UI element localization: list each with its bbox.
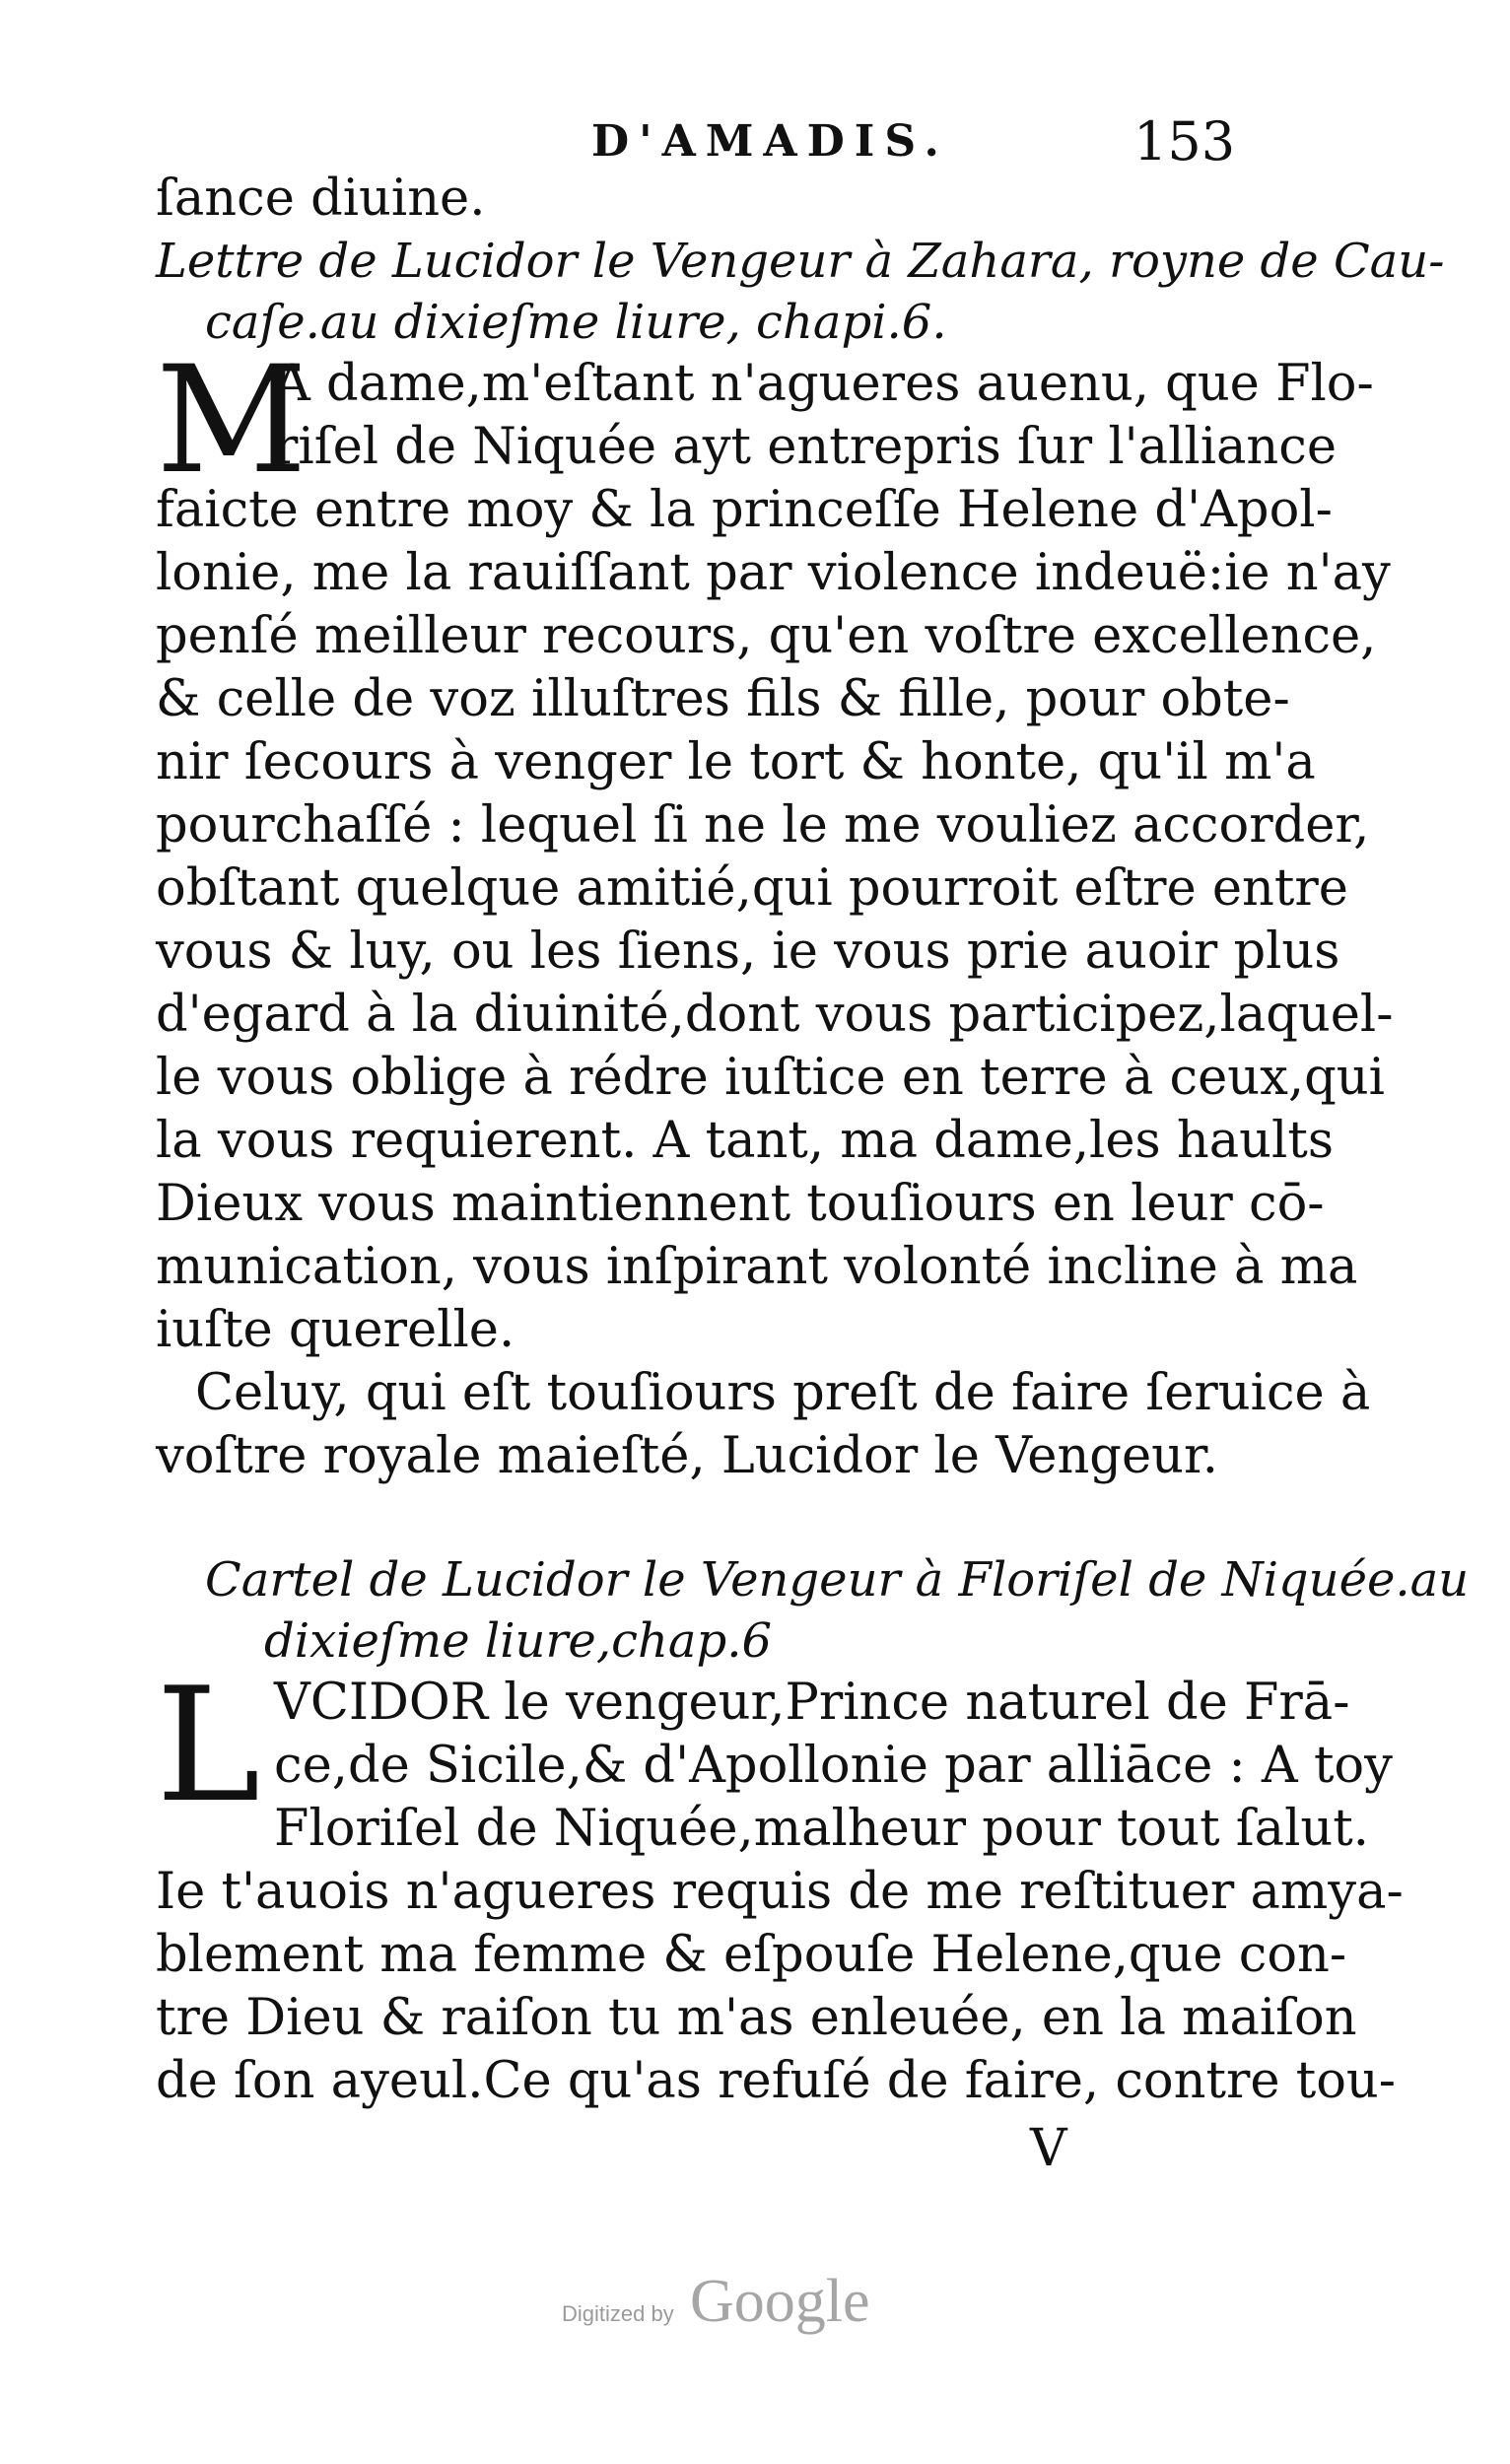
text-line: obſtant quelque amitié,qui pourroit eſtre entre: [156, 859, 1348, 918]
text-line: Ie t'auois n'agueres requis de me reſtituer amya-: [156, 1863, 1404, 1921]
text-line: & celle de voz illuſtres fils & fille, pour obte-: [156, 670, 1290, 728]
letter-section: [156, 168, 1445, 1488]
text-line: d'egard à la diuinité,dont vous participez,laquel-: [156, 986, 1394, 1044]
running-title: D'AMADIS.: [591, 116, 949, 167]
text-line: tre Dieu & raiſon tu m'as enleuée, en la maiſon: [156, 1989, 1357, 2047]
closing-line: Celuy, qui eſt touſiours preſt de faire ſeruice à: [195, 1364, 1371, 1422]
cartel-heading-line-1: Cartel de Lucidor le Vengeur à Floriſel de Niquée.au: [205, 1552, 1470, 1608]
text-line: Floriſel de Niquée,malheur pour tout ſalut.: [274, 1800, 1369, 1858]
cartel-heading-line-2: dixieſme liure,chap.6: [264, 1613, 773, 1669]
cartel-section: [156, 1549, 1470, 2113]
text-line: de ſon ayeul.Ce qu'as refuſé de faire, contre tou-: [156, 2052, 1396, 2110]
cartel-opening: [156, 1653, 1393, 1861]
text-line: A dame,m'eſtant n'agueres auenu, que Flo-: [274, 355, 1374, 413]
closing-line: voſtre royale maieſté, Lucidor le Vengeur.: [156, 1427, 1218, 1485]
text-line: le vous oblige à rédre iuſtice en terre à ceux,qui: [156, 1049, 1385, 1107]
text-line: faicte entre moy & la princeſſe Helene d'Apol-: [156, 481, 1333, 539]
digitized-by-label: Digitized by: [562, 2301, 674, 2326]
drop-cap-m: M: [156, 335, 308, 507]
text-line: iuſte querelle.: [156, 1301, 515, 1359]
text-line: VCIDOR le vengeur,Prince naturel de Frā-: [274, 1674, 1350, 1732]
text-line: lonie, me la rauiſſant par violence indeuë:ie n'ay: [156, 544, 1391, 602]
text-line: penſé meilleur recours, qu'en voſtre excellence,: [156, 607, 1377, 665]
text-line: blement ma femme & eſpouſe Helene,que con-: [156, 1926, 1347, 1984]
text-line: munication, vous inſpirant volonté incline à ma: [156, 1238, 1358, 1296]
text-line: Dieux vous maintiennent touſiours en leur cō-: [156, 1175, 1325, 1233]
letter-heading-line-2: caſe.au dixieſme liure, chapi.6.: [205, 295, 947, 350]
text-line: pourchaſſé : lequel ſi ne le me vouliez accorder,: [156, 796, 1370, 855]
text-line: riſel de Niquée ayt entrepris ſur l'alliance: [274, 418, 1338, 476]
text-line: nir ſecours à venger le tort & honte, qu'il m'a: [156, 733, 1316, 791]
text-line: ſance diuine.: [156, 170, 486, 228]
text-line: la vous requierent. A tant, ma dame,les haults: [156, 1112, 1334, 1170]
letter-opening: [156, 335, 1374, 507]
drop-cap-l: L: [156, 1653, 261, 1837]
signature-mark: V: [1030, 2119, 1067, 2178]
page-number: 153: [1133, 110, 1236, 172]
google-watermark: Google: [690, 2268, 870, 2335]
text-line: vous & luy, ou les ſiens, ie vous prie auoir plus: [156, 923, 1340, 981]
letter-heading-line-1: Lettre de Lucidor le Vengeur à Zahara, royne de Cau-: [156, 234, 1445, 289]
text-line: ce,de Sicile,& d'Apollonie par alliāce : A toy: [274, 1737, 1393, 1795]
